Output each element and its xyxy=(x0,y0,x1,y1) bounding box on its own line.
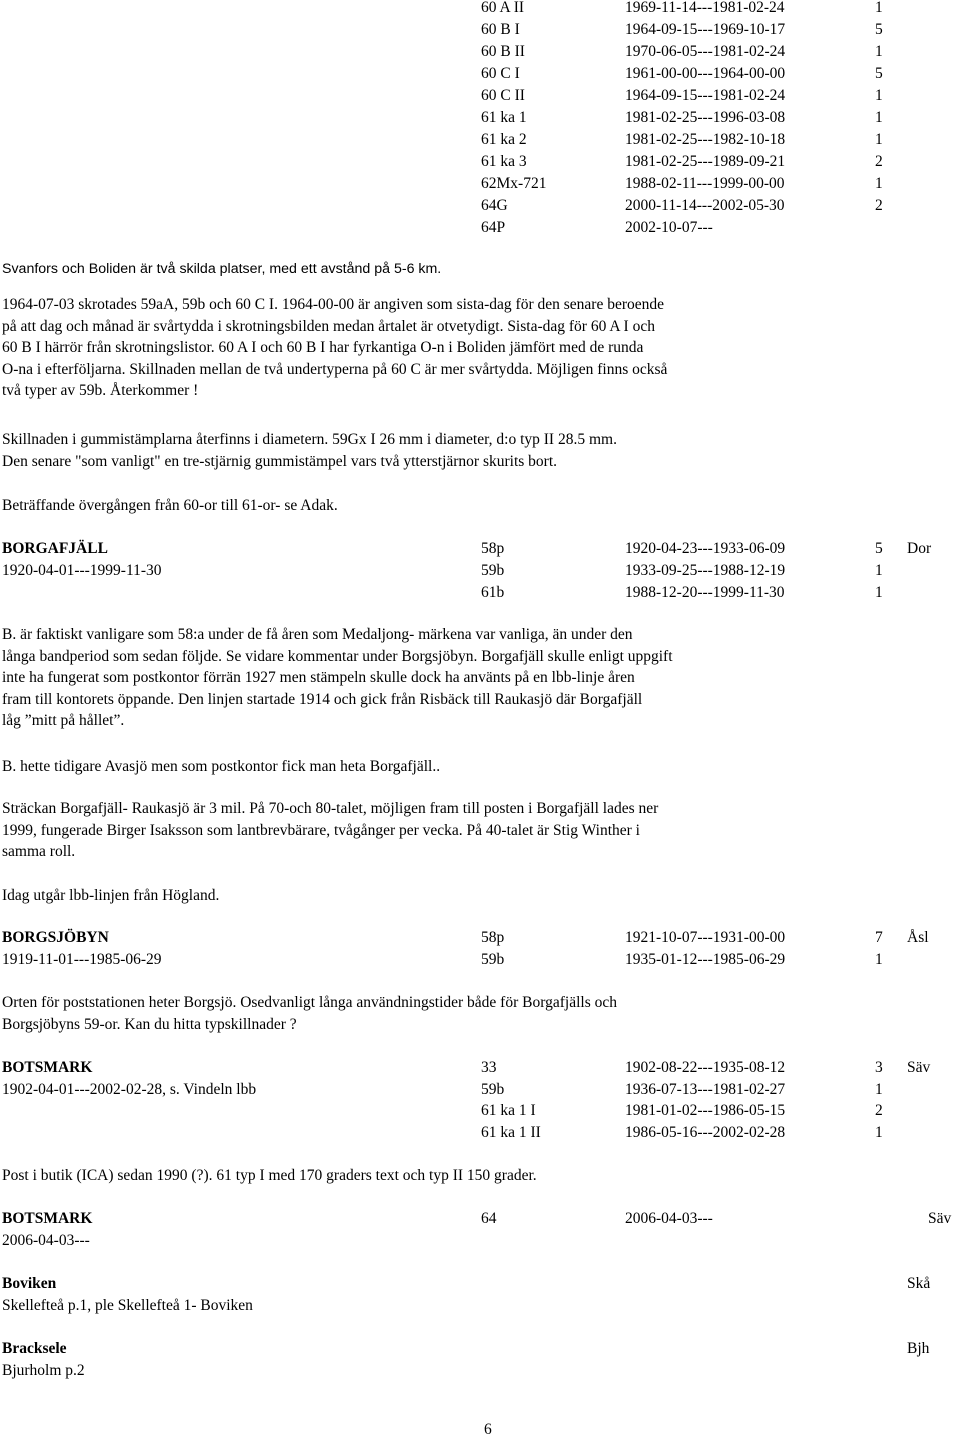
table-row: 64G 2000-11-14---2002-05-30 2 xyxy=(481,197,883,214)
page-number: 6 xyxy=(484,1421,492,1438)
notes-paragraph: 1964-07-03 skrotades 59aA, 59b och 60 C I. 1964-00-00 är angiven som sista-dag för den senare beroende på att dag och månad är svårtydda i skrotningsbilden medan årtalet är otvetydigt. Sista-dag för 60 A I och 60 B I härrör från skrotningslistor. 60 A I och 60 B I har fyrkantiga O-n i Boliden jämfört med de runda O-na i efterföljarna. Skillnaden mellan de två undertyperna på 60 C är mer svårtydda. Möjligen finns också två typer av 59b. Återkommer ! xyxy=(2,296,668,400)
table-row: 61 ka 3 1981-02-25---1989-09-21 2 xyxy=(481,153,883,170)
place-period: 1919-11-01---1985-06-29 xyxy=(2,951,162,968)
entry-note: Post i butik (ICA) sedan 1990 (?). 61 typ I med 170 graders text och typ II 150 grader. xyxy=(2,1167,537,1184)
entry-note: B. är faktiskt vanligare som 58:a under de få åren som Medaljong- märkena var vanliga, än under den långa bandperiod som sedan följde. Se vidare kommentar under Borgsjöbyn. Borgafjäll skulle enligt uppgift inte ha fungerat som postkontor förrän 1927 men stämpeln skulle dock ha använts på en lbb-linje åren fram till kontorets öppande. Den linjen startade 1914 och gick från Risbäck till Raukasjö där Borgafjäll låg ”mitt på hållet”. xyxy=(2,626,673,730)
entry-note: Sträckan Borgafjäll- Raukasjö är 3 mil. På 70-och 80-talet, möjligen fram till posten i Borgafjäll lades ner 1999, fungerade Birger Isaksson som lantbrevbärare, tvågånger per vecka. På 40-talet är Stig Winther i samma roll. xyxy=(2,800,659,861)
place-period: 1920-04-01---1999-11-30 xyxy=(2,562,162,579)
table-row: 61 ka 1 1981-02-25---1996-03-08 1 xyxy=(481,109,883,126)
entry-note: Idag utgår lbb-linjen från Högland. xyxy=(2,887,220,904)
place-name: BORGSJÖBYN xyxy=(2,929,109,946)
entry-note: B. hette tidigare Avasjö men som postkontor fick man heta Borgafjäll.. xyxy=(2,758,441,775)
table-row: 60 B II 1970-06-05---1981-02-24 1 xyxy=(481,43,883,60)
place-name: Bracksele xyxy=(2,1340,67,1357)
entry-note: Orten för poststationen heter Borgsjö. Osedvanligt långa användningstider både för Borgafjälls och Borgsjöbyns 59-or. Kan du hitta typskillnader ? xyxy=(2,994,617,1033)
place-name: BOTSMARK xyxy=(2,1210,93,1227)
svanfors-note: Svanfors och Boliden är två skilda platser, med ett avstånd på 5-6 km. xyxy=(2,261,442,277)
table-row: 60 A II 1969-11-14---1981-02-24 1 xyxy=(481,0,883,16)
table-row: 60 C II 1964-09-15---1981-02-24 1 xyxy=(481,87,883,104)
place-name: BOTSMARK xyxy=(2,1059,93,1076)
place-period: 2006-04-03--- xyxy=(2,1232,90,1249)
table-row: 61 ka 2 1981-02-25---1982-10-18 1 xyxy=(481,131,883,148)
stamp-diameter-note: Skillnaden i gummistämplarna återfinns i diametern. 59Gx I 26 mm i diameter, d:o typ II 28.5 mm. Den senare "som vanligt" en tre-stjärnig gummistämpel vars två ytterstjärnor skurits bort. xyxy=(2,431,617,470)
transition-note: Beträffande övergången från 60-or till 61-or- se Adak. xyxy=(2,497,338,514)
table-row: 60 C I 1961-00-00---1964-00-00 5 xyxy=(481,65,883,82)
place-subtitle: Skellefteå p.1, ple Skellefteå 1- Boviken xyxy=(2,1297,253,1314)
table-row: 60 B I 1964-09-15---1969-10-17 5 xyxy=(481,21,883,38)
place-name: Boviken xyxy=(2,1275,57,1292)
place-name: BORGAFJÄLL xyxy=(2,540,108,557)
table-row: 64P 2002-10-07--- xyxy=(481,219,713,236)
place-subtitle: Bjurholm p.2 xyxy=(2,1362,85,1379)
place-period: 1902-04-01---2002-02-28, s. Vindeln lbb xyxy=(2,1081,257,1098)
table-row: 62Mx-721 1988-02-11---1999-00-00 1 xyxy=(481,175,883,192)
